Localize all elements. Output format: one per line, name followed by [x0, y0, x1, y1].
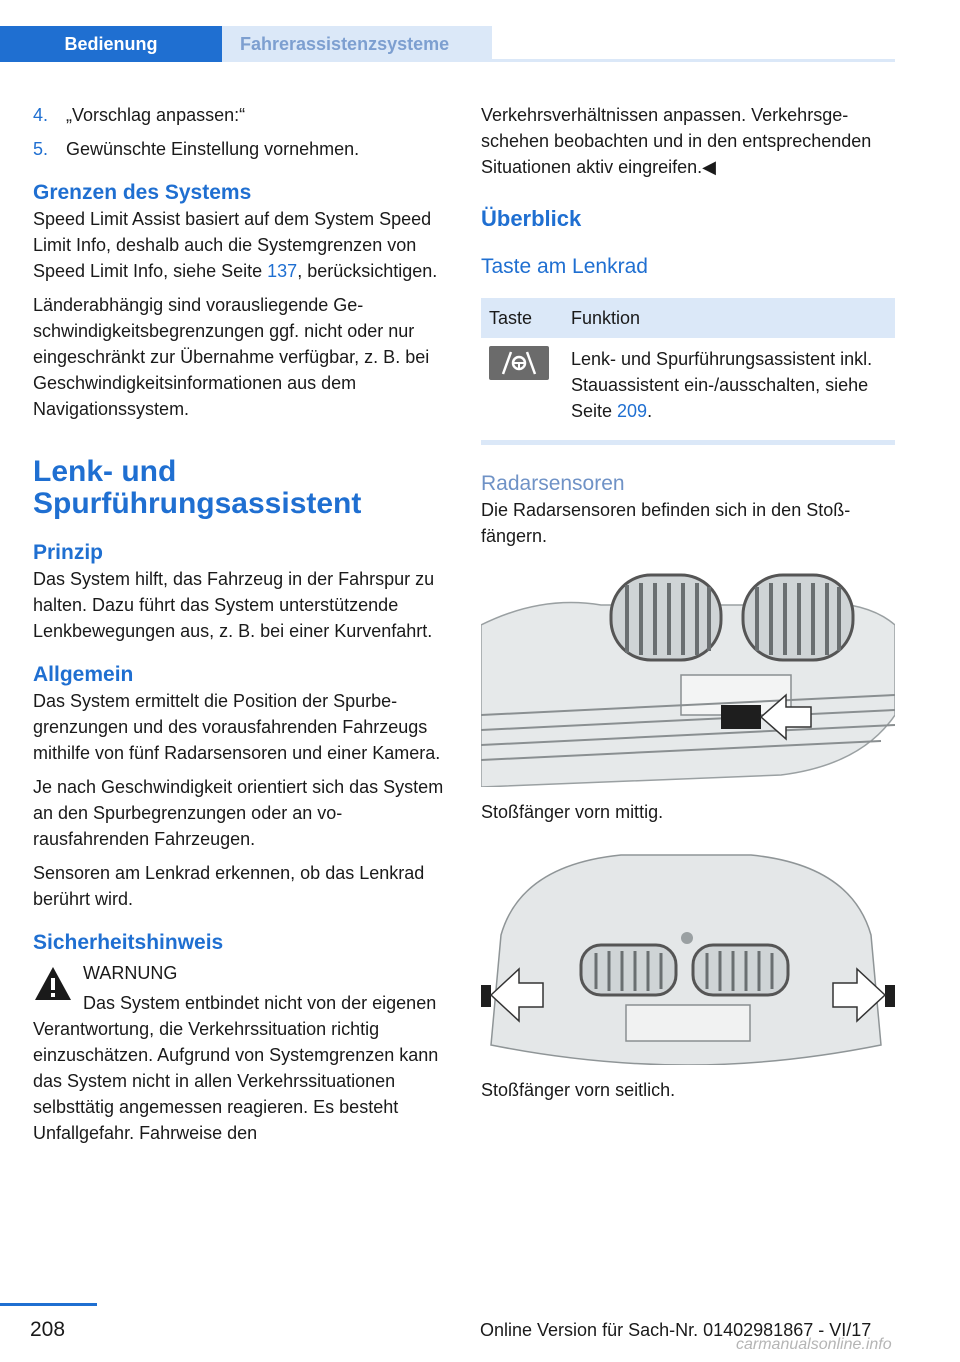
header-tabs — [0, 26, 895, 62]
section-title-line-1: Lenk- und — [33, 455, 177, 488]
heading-taste-am-lenkrad: Taste am Lenkrad — [481, 255, 648, 278]
header-rule — [222, 59, 895, 62]
page-number: 208 — [30, 1318, 66, 1341]
table-row — [481, 338, 895, 434]
paragraph-continued: Verkehrsverhältnissen anpassen. Verkehrsgeschehen beobachten und in den entsprechenden Situationen aktiv eingreifen.◀ — [481, 105, 872, 177]
step-list — [33, 102, 450, 162]
list-item — [33, 102, 450, 128]
text: , berücksichtigen. — [297, 261, 438, 281]
heading-allgemein: Allgemein — [33, 663, 134, 686]
caption-side: Stoßfänger vorn seitlich. — [481, 1080, 676, 1100]
tab-fahrerassistenzsysteme[interactable]: Fahrerassistenzsysteme — [222, 26, 492, 62]
table-header-row — [481, 298, 895, 338]
list-text: „Vorschlag anpassen:“ — [66, 105, 246, 125]
warning-text: Das System entbindet nicht von der eigenen Verantwortung, die Verkehrssituation richtig einzuschätzen. Aufgrund von Systemgrenzen kann das System nicht in allen Verkehrssituationen selbsttätig angemessen reagieren. Es besteht Unfallgefahr. Fahrweise den — [33, 993, 439, 1143]
page-link-137[interactable]: 137 — [267, 261, 298, 281]
section-title — [33, 456, 450, 520]
paragraph-prinzip: Das System hilft, das Fahrzeug in der Fahrspur zu halten. Dazu führt das System unterstützende Lenkbewegungen aus, z. B. bei einer Kurvenfahrt. — [33, 569, 435, 641]
table-cell-function — [563, 338, 895, 434]
paragraph-allgemein-1: Das System ermittelt die Position der Spurbegrenzungen und des vorausfahrenden Fahrzeugs mithilfe von fünf Radarsensoren und einer Kamera. — [33, 691, 441, 763]
list-number: 5. — [33, 139, 49, 159]
text: . — [647, 401, 653, 421]
right-column — [481, 102, 895, 1111]
list-text: Gewünschte Einstellung vornehmen. — [66, 139, 360, 159]
table-cell-key — [481, 338, 563, 434]
heading-radarsensoren: Radarsensoren — [481, 472, 625, 495]
page-link-209[interactable]: 209 — [617, 401, 648, 421]
figure-bumper-center — [481, 565, 895, 787]
paragraph-grenzen-2: Länderabhängig sind vorausliegende Geschwindigkeitsbegrenzungen ggf. nicht oder nur eingeschränkt zur Übernahme verfügbar, z. B. bei Geschwindigkeitsinformationen aus dem Navigationssystem. — [33, 295, 430, 419]
text: Lenk- und Spurführungsassistent inkl. Stauassistent ein-/ausschalten, siehe Seite — [571, 349, 873, 421]
table-header-taste: Taste — [481, 298, 563, 338]
paragraph-allgemein-2: Je nach Geschwindigkeit orientiert sich das System an den Spurbegrenzungen oder an vorausfahrenden Fahrzeugen. — [33, 777, 444, 849]
table-bottom-rule — [481, 440, 895, 445]
paragraph-allgemein-3: Sensoren am Lenkrad erkennen, ob das Lenkrad berührt wird. — [33, 863, 425, 909]
warning-label: WARNUNG — [83, 963, 178, 983]
key-table — [481, 298, 895, 434]
left-column — [33, 102, 450, 1154]
figure-bumper-side — [481, 845, 895, 1065]
caption-center: Stoßfänger vorn mittig. — [481, 802, 664, 822]
heading-sicherheitshinweis: Sicherheitshinweis — [33, 931, 224, 954]
list-item — [33, 136, 450, 162]
lane-assist-icon — [497, 350, 541, 376]
table-header-funktion: Funktion — [563, 298, 895, 338]
heading-ueberblick: Überblick — [481, 206, 582, 231]
online-version-text: Online Version für Sach-Nr. 01402981867 - VI/17 — [480, 1320, 872, 1340]
heading-prinzip: Prinzip — [33, 541, 104, 564]
warning-triangle-icon — [33, 964, 73, 1004]
watermark: carmanualsonline.info — [736, 1336, 892, 1353]
lane-assist-button-icon — [489, 346, 549, 380]
paragraph-radar: Die Radarsensoren befinden sich in den Stoßfängern. — [481, 500, 851, 546]
paragraph-grenzen-1 — [33, 206, 450, 284]
tab-bedienung[interactable]: Bedienung — [0, 26, 222, 62]
text: Speed Limit Assist basiert auf dem System Speed Limit Info, deshalb auch die Systemgrenzen von Speed Limit Info, siehe Seite — [33, 209, 432, 281]
section-title-line-2: Spurführungsassistent — [33, 487, 362, 520]
list-number: 4. — [33, 105, 49, 125]
footer-rule — [0, 1303, 97, 1306]
heading-grenzen: Grenzen des Systems — [33, 181, 252, 204]
